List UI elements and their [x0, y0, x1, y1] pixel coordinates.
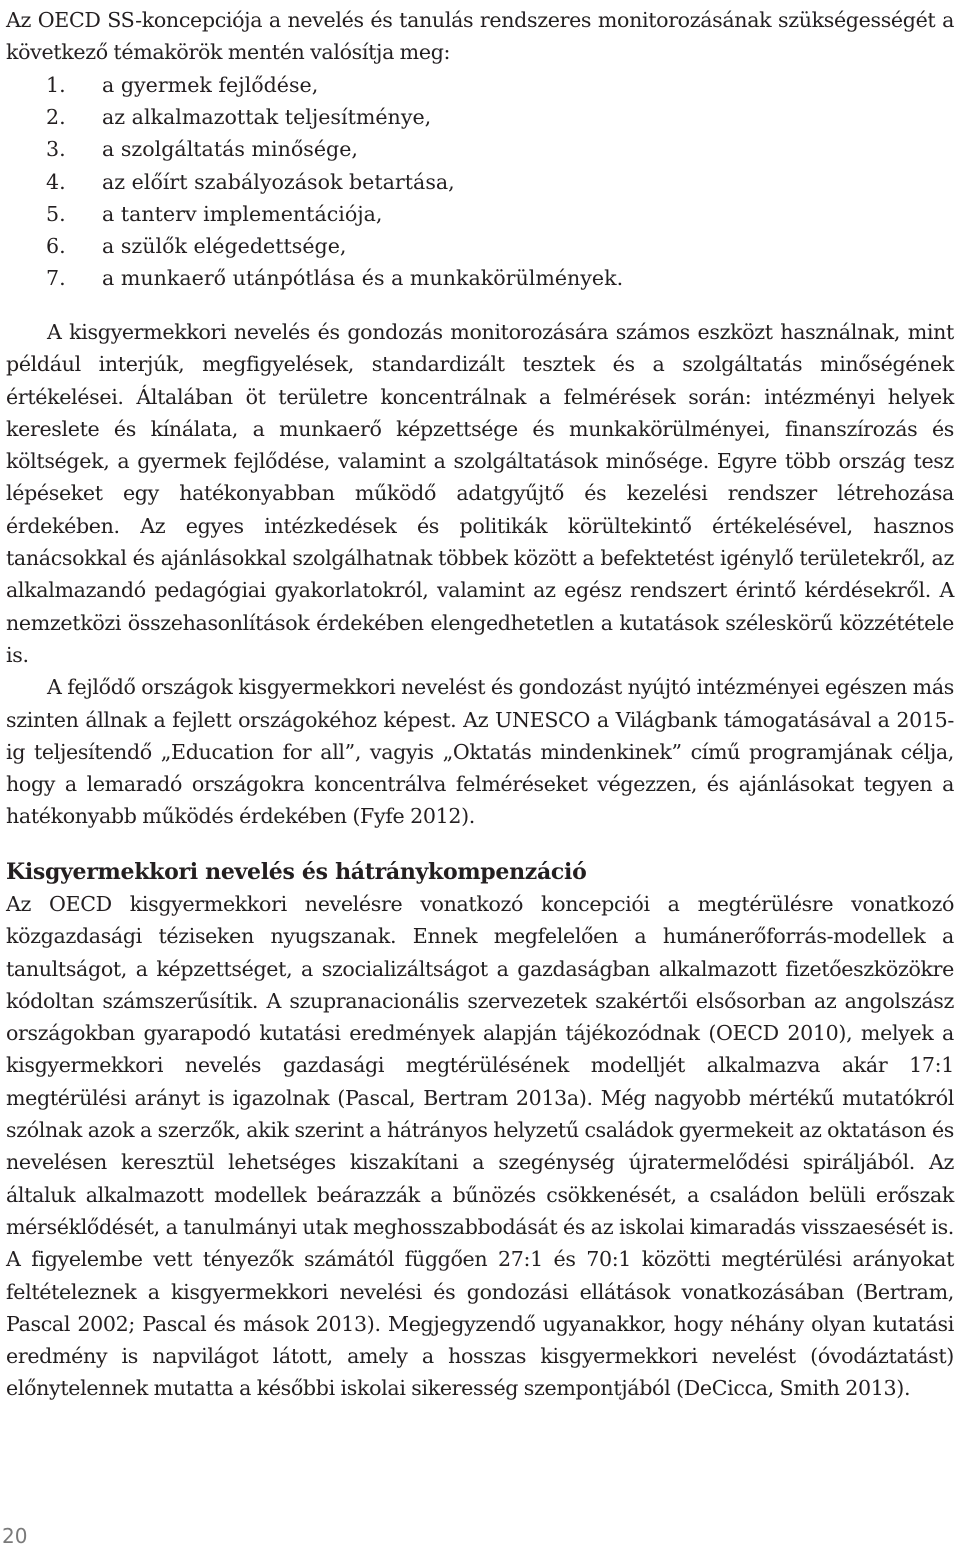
list-item-text: a tanterv implementációja, [102, 201, 383, 226]
list-item [46, 166, 623, 198]
list-item-number: 5. [46, 201, 66, 226]
list-item-number: 4. [46, 169, 66, 194]
list-item-number: 3. [46, 137, 66, 162]
body-text-block [6, 316, 954, 833]
page-number: 20 [2, 1524, 28, 1548]
list-item-text: a szolgáltatás minősége, [102, 137, 358, 162]
list-item-text: az előírt szabályozások betartása, [102, 169, 455, 194]
list-item-text: a szülők elégedettsége, [102, 234, 347, 259]
list-item-text: az alkalmazottak teljesítménye, [102, 105, 432, 130]
list-item [46, 101, 623, 133]
body-paragraph: A kisgyermekkori nevelés és gondozás monitorozására számos eszközt használnak, mint például interjúk, megfigyelések, standardizált tesztek és a szolgáltatás minőségének értékelései. Általában öt területre koncentrálnak a felmérések során: intézményi helyek kereslete és kínálata, a munkaerő képzettsége és munkakörülményei, finanszírozás és költségek, a gyermek fejlődése, valamint a szolgáltatások minősége. Egyre több ország tesz lépéseket egy hatékonyabban működő adatgyűjtő és kezelési rendszer létrehozása érdekében. Az egyes intézkedések és politikák körültekintő értékelésével, hasznos tanácsokkal és ajánlásokkal szolgálhatnak többek között a befektetést igénylő területekről, az alkalmazandó pedagógiai gyakorlatokról, valamint az egész rendszert érintő kérdésekről. A nemzetközi összehasonlítások érdekében elengedhetetlen a kutatások széleskörű közzététele is. [6, 320, 954, 667]
list-item-number: 7. [46, 266, 66, 291]
list-item [46, 198, 623, 230]
body-paragraph: A fejlődő országok kisgyermekkori nevelést és gondozást nyújtó intézményei egészen más szinten állnak a fejlett országokéhoz képest. Az UNESCO a Világbank támogatásával a 2015-ig teljesítendő „Education for all”, vagyis „Oktatás mindenkinek” című programjának célja, hogy a lemaradó országokra koncentrálva felméréseket végezzen, és ajánlásokat tegyen a hatékonyabb működés érdekében (Fyfe 2012). [6, 675, 954, 829]
list-item [46, 69, 623, 101]
list-item-number: 2. [46, 105, 66, 130]
list-item [46, 262, 623, 294]
section-heading: Kisgyermekkori nevelés és hátránykompenzáció [6, 859, 587, 885]
section-body [6, 888, 954, 1405]
list-item [46, 230, 623, 262]
list-item-text: a munkaerő utánpótlása és a munkakörülmények. [102, 266, 624, 291]
list-item-number: 6. [46, 234, 66, 259]
list-item [46, 133, 623, 165]
list-item-text: a gyermek fejlődése, [102, 73, 319, 97]
section-paragraph: Az OECD kisgyermekkori nevelésre vonatkozó koncepciói a megtérülésre vonatkozó közgazdasági téziseken nyugszanak. Ennek megfelelően a humánerőforrás-modellek a tanultságot, a képzettséget, a szocializáltságot a gazdaságban alkalmazott fizetőeszközökre kódoltan számszerűsítik. A szupranacionális szervezetek szakértői elsősorban az angolszász országokban gyarapodó kutatási eredmények alapján tájékozódnak (OECD 2010), melyek a kisgyermekkori nevelés gazdasági megtérülésének modelljét alkalmazva akár 17:1 megtérülési arányt is igazolnak (Pascal, Bertram 2013a). Még nagyobb mértékű mutatókról szólnak azok a szerzők, akik szerint a hátrányos helyzetű családok gyermekeit az oktatáson és nevelésen keresztül lehetséges kiszakítani a szegénység újratermelődési spiráljából. Az általuk alkalmazott modellek beárazzák a bűnözés csökkenését, a családon belüli erőszak mérséklődését, a tanulmányi utak meghosszabbodását és az iskolai kimaradás visszaesését is. A figyelembe vett tényezők számától függően 27:1 és 70:1 közötti megtérülési arányokat feltételeznek a kisgyermekkori nevelési és gondozási ellátások vonatkozásában (Bertram, Pascal 2002; Pascal és mások 2013). Megjegyzendő ugyanakkor, hogy néhány olyan kutatási eredmény is napvilágot látott, amely a hosszas kisgyermekkori nevelést (óvodáztatást) előnytelennek mutatta a későbbi iskolai sikeresség szempontjából (DeCicca, Smith 2013). [6, 892, 954, 1401]
list-item-number: 1. [46, 73, 66, 97]
intro-paragraph: Az OECD SS-koncepciója a nevelés és tanulás rendszeres monitorozásának szükségességét a következő témakörök mentén valósítja meg: [6, 8, 954, 65]
monitoring-topics-list [46, 69, 623, 294]
